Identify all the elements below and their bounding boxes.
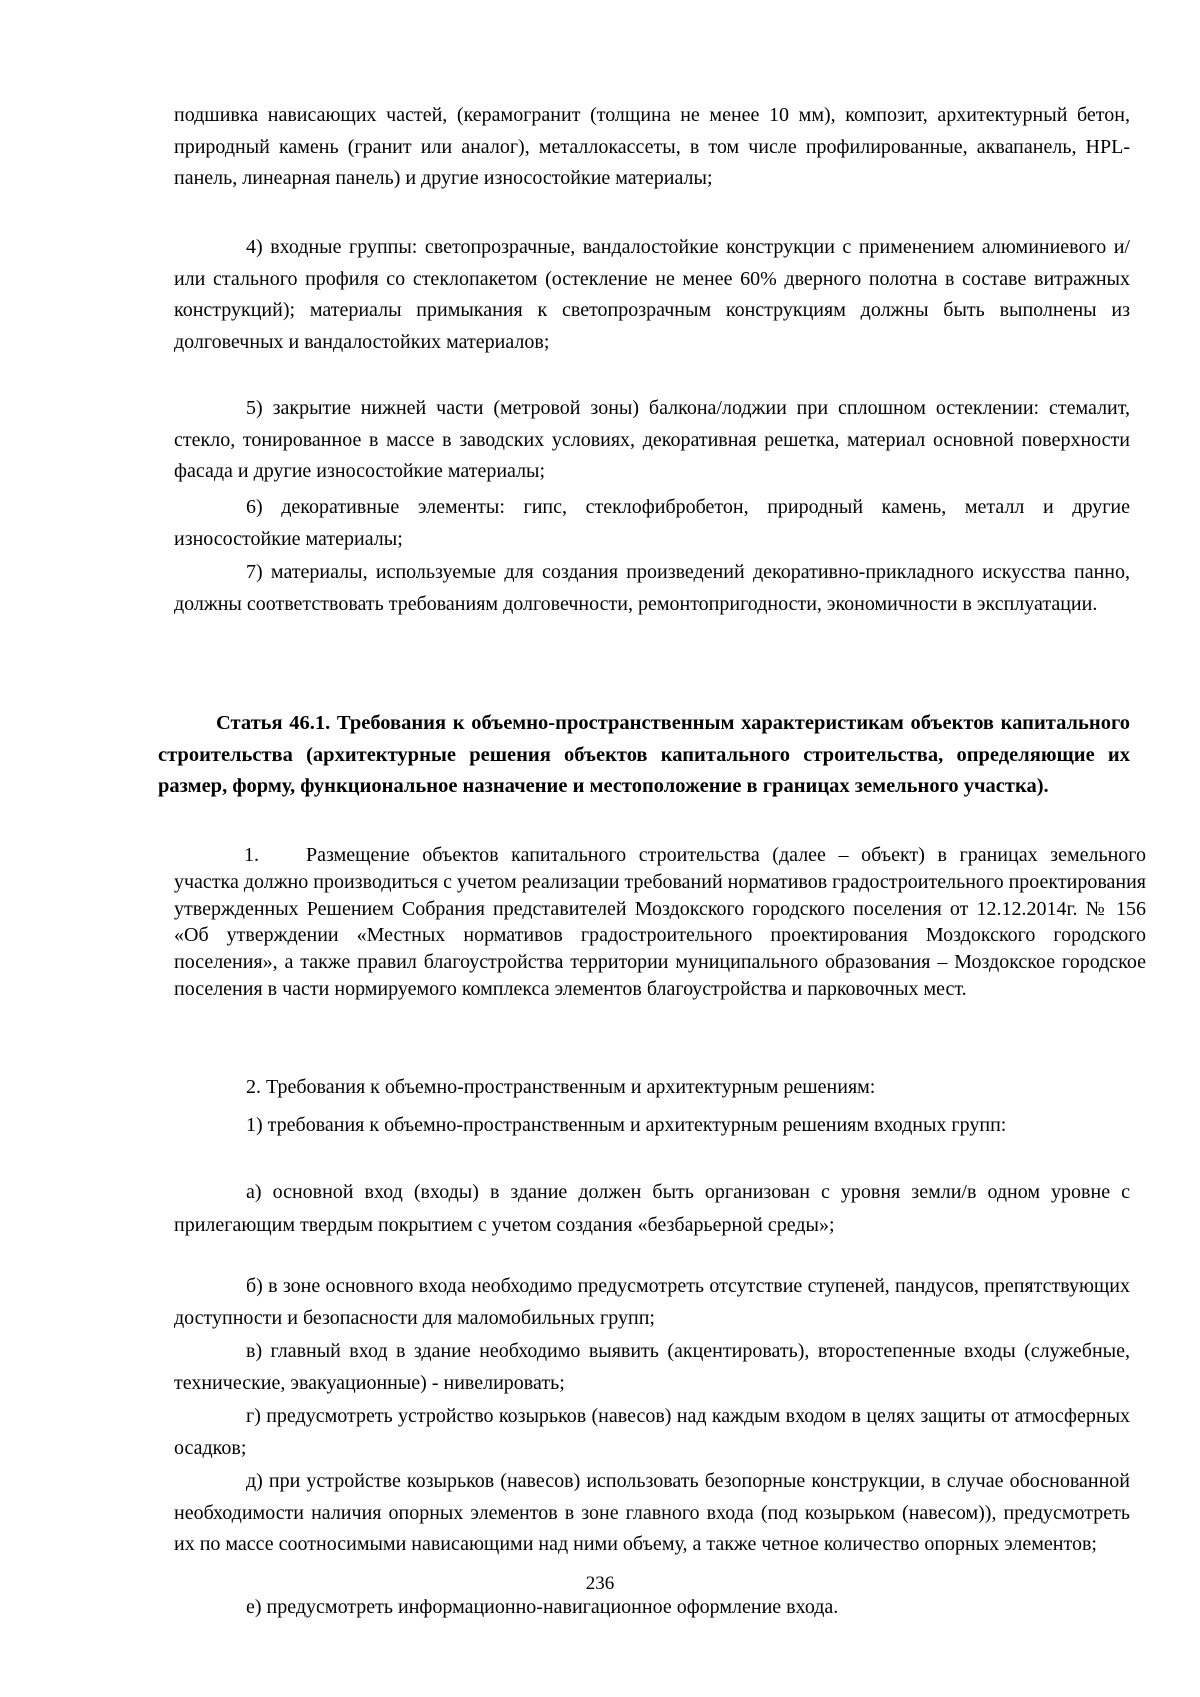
point-1-text: Размещение объектов капитального строительства (далее – объект) в границах земельного участка должно производиться с учетом реализации требований нормативов градостроительного проектирования утвержденных Решением Собрания представителей Моздокского городского поселения от 12.12.2014г. № 156 «Об утверждении «Местных нормативов градостроительного проектирования Моздокского городского поселения», а также правил благоустройства территории муниципального образования – Моздокское городское поселения в части нормируемого комплекса элементов благоустройства и парковочных мест.	[174, 844, 1146, 1000]
paragraph-item-5-balcony: 5) закрытие нижней части (метровой зоны) балкона/лоджии при сплошном остеклении: стемалит, стекло, тонированное в массе в заводских условиях, декоративная решетка, материал основной поверхности фасада и другие износостойкие материалы;	[174, 397, 1130, 482]
paragraph-item-7-art-materials: 7) материалы, используемые для создания произведений декоративно-прикладного искусства панно, должны соответствовать требованиям долговечности, ремонтопригодности, экономичности в эксплуатации.	[174, 561, 1130, 615]
point-1-number: 1.	[244, 844, 259, 866]
paragraph-subitem-a: а) основной вход (входы) в здание должен быть организован с уровня земли/в одном уровне с прилегающим твердым покрытием с учетом создания «безбарьерной среды»;	[174, 1181, 1130, 1236]
paragraph-item-6-decorative: 6) декоративные элементы: гипс, стеклофибробетон, природный камень, металл и другие износостойкие материалы;	[174, 496, 1130, 550]
paragraph-point-1	[174, 842, 1146, 1003]
paragraph-subitem-v: в) главный вход в здание необходимо выявить (акцентировать), второстепенные входы (служебные, технические, эвакуационные) - нивелировать;	[174, 1340, 1130, 1394]
paragraph-subitem-g: г) предусмотреть устройство козырьков (навесов) над каждым входом в целях защиты от атмосферных осадков;	[174, 1405, 1130, 1459]
paragraph-subitem-b: б) в зоне основного входа необходимо предусмотреть отсутствие ступеней, пандусов, препятствующих доступности и безопасности для маломобильных групп;	[174, 1275, 1130, 1329]
paragraph-cladding-materials: подшивка нависающих частей, (керамогранит (толщина не менее 10 мм), композит, архитектурный бетон, природный камень (гранит или аналог), металлокассеты, в том числе профилированные, аквапанель, HPL-панель, линеарная панель) и другие износостойкие материалы;	[174, 104, 1130, 189]
article-heading: Статья 46.1. Требования к объемно-пространственным характеристикам объектов капитального строительства (архитектурные решения объектов капитального строительства, определяющие их размер, форму, функциональное назначение и местоположение в границах земельного участка).	[158, 712, 1130, 798]
paragraph-subitem-d: д) при устройстве козырьков (навесов) использовать безопорные конструкции, в случае обоснованной необходимости наличия опорных элементов в зоне главного входа (под козырьком (навесом)), предусмотреть их по массе соотносимыми нависающими над ними объему, а также четное количество опорных элементов;	[174, 1470, 1130, 1555]
paragraph-subitem-1: 1) требования к объемно-пространственным и архитектурным решениям входных групп:	[246, 1114, 1007, 1136]
paragraph-point-2: 2. Требования к объемно-пространственным и архитектурным решениям:	[246, 1076, 876, 1098]
page-number: 236	[585, 1573, 615, 1594]
paragraph-item-4-entrance-groups: 4) входные группы: светопрозрачные, вандалостойкие конструкции с применением алюминиевого и/или стального профиля со стеклопакетом (остекление не менее 60% дверного полотна в составе витражных конструкций); материалы примыкания к светопрозрачным конструкциям должны быть выполнены из долговечных и вандалостойких материалов;	[174, 236, 1130, 353]
paragraph-subitem-e: е) предусмотреть информационно-навигационное оформление входа.	[246, 1596, 839, 1618]
